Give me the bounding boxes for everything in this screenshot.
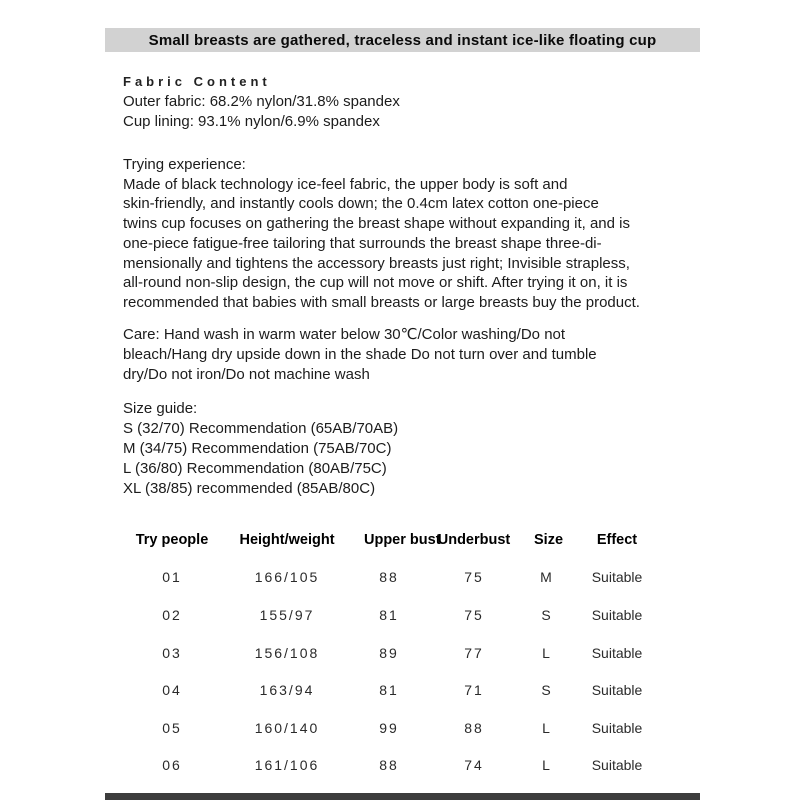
trying-experience-line: one-piece fatigue-free tailoring that surrounds the breast shape three-di-	[123, 234, 602, 252]
fabric-content-heading: Fabric Content	[123, 74, 271, 89]
trying-experience-heading: Trying experience:	[123, 156, 246, 173]
next-section-banner-edge	[105, 793, 700, 800]
cell-try-people: 04	[162, 682, 182, 699]
cell-size: L	[542, 719, 552, 736]
cell-underbust: 75	[464, 569, 484, 586]
size-guide-line: L (36/80) Recommendation (80AB/75C)	[123, 459, 387, 477]
cell-underbust: 77	[464, 644, 484, 661]
care-instructions-section	[123, 325, 597, 385]
cell-height-weight: 163/94	[259, 682, 315, 699]
table-row	[134, 709, 674, 747]
cell-effect: Suitable	[591, 757, 643, 774]
fabric-content-line: Cup lining: 93.1% nylon/6.9% spandex	[123, 112, 380, 130]
fit-table-column-header: Try people	[135, 531, 209, 548]
cell-effect: Suitable	[591, 719, 643, 736]
cell-size: L	[542, 757, 552, 774]
fit-table-header-row	[134, 521, 674, 559]
cell-try-people: 03	[162, 644, 182, 661]
trying-experience-line: skin-friendly, and instantly cools down; the 0.4cm latex cotton one-piece	[123, 195, 599, 213]
cell-upper-bust: 88	[379, 757, 399, 774]
fabric-content-lines	[123, 92, 400, 132]
cell-upper-bust: 81	[379, 606, 399, 623]
cell-height-weight: 156/108	[254, 644, 320, 661]
fit-table-column-header: Size	[534, 531, 564, 548]
cell-height-weight: 155/97	[259, 606, 315, 623]
cell-height-weight: 161/106	[254, 757, 320, 774]
table-row	[134, 634, 674, 672]
care-instructions-line: Care: Hand wash in warm water below 30℃/Color washing/Do not	[123, 326, 566, 343]
cell-underbust: 75	[464, 606, 484, 623]
cell-underbust: 74	[464, 757, 484, 774]
cell-upper-bust: 88	[379, 569, 399, 586]
trying-experience-line: recommended that babies with small breasts or large breasts buy the product.	[123, 293, 640, 311]
fit-table	[134, 521, 674, 784]
cell-upper-bust: 99	[379, 719, 399, 736]
cell-try-people: 06	[162, 757, 182, 774]
trying-experience-section	[123, 155, 640, 313]
trying-experience-lines	[123, 175, 640, 313]
fabric-content-line: Outer fabric: 68.2% nylon/31.8% spandex	[123, 92, 400, 110]
fit-table-column-header: Height/weight	[239, 531, 335, 548]
fit-table-column-header: Effect	[596, 531, 638, 548]
size-guide-line: S (32/70) Recommendation (65AB/70AB)	[123, 419, 399, 437]
size-guide-section	[123, 399, 398, 499]
trying-experience-line: mensionally and tightens the accessory breasts just right; Invisible strapless,	[123, 254, 630, 272]
cell-try-people: 01	[162, 569, 182, 586]
size-guide-heading: Size guide:	[123, 400, 198, 417]
cell-upper-bust: 89	[379, 644, 399, 661]
cell-size: S	[541, 682, 553, 699]
cell-size: M	[540, 569, 554, 586]
cell-effect: Suitable	[591, 644, 643, 661]
fit-table-column-header: Upper bust	[364, 531, 441, 548]
cell-size: L	[542, 644, 552, 661]
cell-height-weight: 166/105	[254, 569, 320, 586]
fit-table-body	[134, 559, 674, 785]
size-guide-line: XL (38/85) recommended (85AB/80C)	[123, 479, 376, 497]
cell-underbust: 88	[464, 719, 484, 736]
size-guide-line: M (34/75) Recommendation (75AB/70C)	[123, 439, 392, 457]
fit-table-column-header: Underbust	[437, 531, 511, 548]
cell-effect: Suitable	[591, 606, 643, 623]
trying-experience-line: all-round non-slip design, the cup will not move or shift. After trying it on, it is	[123, 274, 628, 292]
fabric-content-section	[123, 72, 400, 132]
cell-size: S	[541, 606, 553, 623]
table-row	[134, 559, 674, 597]
trying-experience-line: twins cup focuses on gathering the breast shape without expanding it, and is	[123, 215, 630, 233]
page-title: Small breasts are gathered, traceless and instant ice-like floating cup	[148, 31, 657, 49]
table-row	[134, 747, 674, 785]
cell-underbust: 71	[464, 682, 484, 699]
trying-experience-line: Made of black technology ice-feel fabric, the upper body is soft and	[123, 175, 568, 193]
table-row	[134, 671, 674, 709]
cell-try-people: 02	[162, 606, 182, 623]
cell-upper-bust: 81	[379, 682, 399, 699]
cell-effect: Suitable	[591, 682, 643, 699]
cell-try-people: 05	[162, 719, 182, 736]
table-row	[134, 596, 674, 634]
cell-height-weight: 160/140	[254, 719, 320, 736]
care-instructions-line: bleach/Hang dry upside down in the shade Do not turn over and tumble	[123, 346, 597, 363]
header-banner	[105, 28, 700, 52]
cell-effect: Suitable	[591, 569, 643, 586]
care-instructions-line: dry/Do not iron/Do not machine wash	[123, 366, 370, 383]
size-guide-lines	[123, 419, 398, 499]
